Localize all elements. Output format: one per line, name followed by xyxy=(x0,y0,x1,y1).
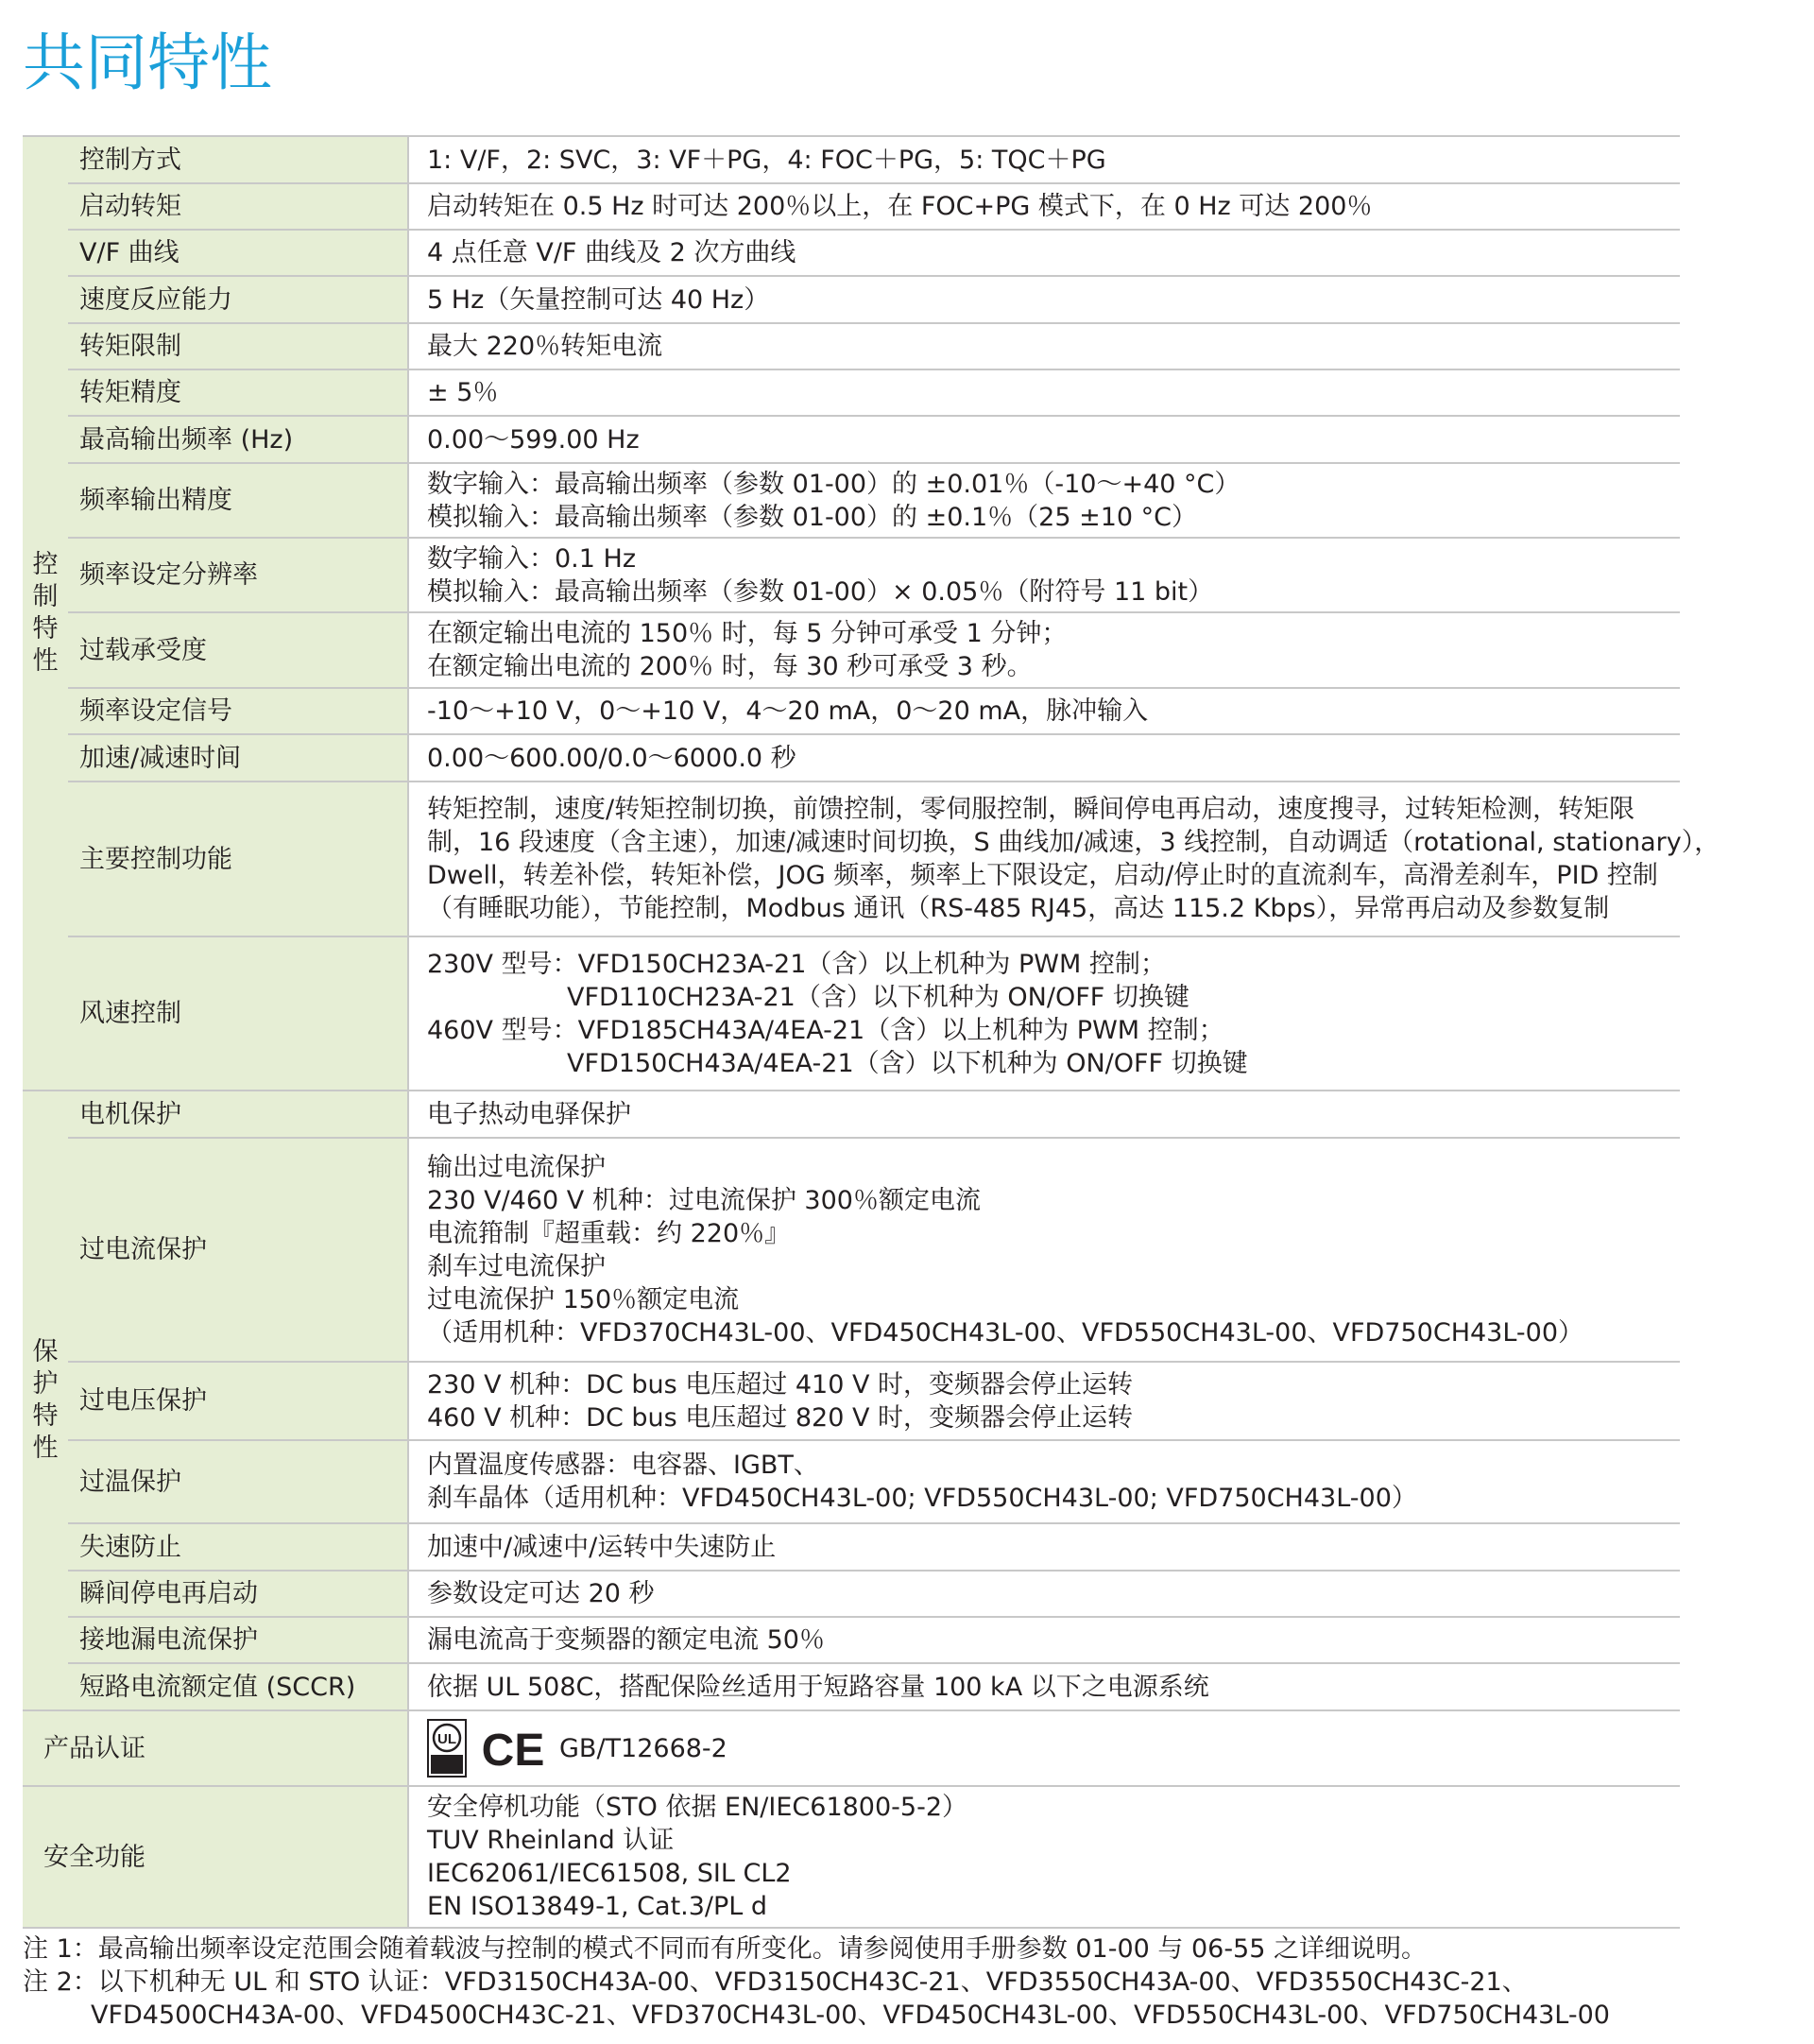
row-value: 启动转矩在 0.5 Hz 时可达 200％以上，在 FOC+PG 模式下，在 0 Hz 可达 200％ xyxy=(408,183,1680,230)
table-row xyxy=(23,1663,1680,1710)
row-value: 输出过电流保护 230 V/460 V 机种：过电流保护 300％额定电流 电流箝制『超重载：约 220％』 刹车过电流保护 过电流保护 150％额定电流 （适用机种：VFD370CH43L-00、VFD450CH43L-00、VFD550CH43L-00、VFD750CH43L-00） xyxy=(408,1138,1680,1362)
table-row xyxy=(23,1138,1680,1362)
row-label: 转矩精度 xyxy=(68,369,408,416)
ul-mark-icon xyxy=(427,1719,467,1778)
safety-label: 安全功能 xyxy=(23,1786,408,1928)
table-row xyxy=(23,416,1680,463)
row-value: 230 V 机种：DC bus 电压超过 410 V 时，变频器会停止运转 460 V 机种：DC bus 电压超过 820 V 时，变频器会停止运转 xyxy=(408,1362,1680,1440)
row-label: 频率设定分辨率 xyxy=(68,538,408,612)
row-label: 过温保护 xyxy=(68,1440,408,1523)
table-row xyxy=(23,936,1680,1091)
certification-value xyxy=(408,1710,1680,1786)
row-label: 最高输出频率 (Hz) xyxy=(68,416,408,463)
footnote-2-continued: VFD4500CH43A-00、VFD4500CH43C-21、VFD370CH43L-00、VFD450CH43L-00、VFD550CH43L-00、VFD750CH43L-00 xyxy=(91,2001,1610,2030)
row-value: -10～+10 V，0～+10 V，4～20 mA，0～20 mA，脉冲输入 xyxy=(408,688,1680,734)
row-label: 风速控制 xyxy=(68,936,408,1091)
table-row xyxy=(23,369,1680,416)
row-label: 过电流保护 xyxy=(68,1138,408,1362)
table-row xyxy=(23,538,1680,612)
row-label: 瞬间停电再启动 xyxy=(68,1571,408,1617)
row-value: ± 5％ xyxy=(408,369,1680,416)
table-row xyxy=(23,230,1680,276)
table-row xyxy=(23,1091,1680,1138)
row-label: 接地漏电流保护 xyxy=(68,1617,408,1663)
page-title: 共同特性 xyxy=(23,26,272,99)
table-row xyxy=(23,1617,1680,1663)
row-label: 转矩限制 xyxy=(68,323,408,369)
row-label: 主要控制功能 xyxy=(68,782,408,936)
footnotes xyxy=(23,1932,1780,2032)
certification-text: GB/T12668-2 xyxy=(559,1733,727,1763)
table-row xyxy=(23,734,1680,782)
row-label: 控制方式 xyxy=(68,136,408,183)
row-value: 1: V/F，2: SVC，3: VF＋PG，4: FOC＋PG，5: TQC＋PG xyxy=(408,136,1680,183)
group-label-control: 控制特性 xyxy=(23,136,68,1091)
table-row xyxy=(23,1523,1680,1571)
ce-mark-icon xyxy=(480,1726,546,1770)
row-value: 数字输入：0.1 Hz 模拟输入：最高输出频率（参数 01-00）× 0.05％（附符号 11 bit） xyxy=(408,538,1680,612)
row-label: 过电压保护 xyxy=(68,1362,408,1440)
footnote-2: 注 2：以下机种无 UL 和 STO 认证：VFD3150CH43A-00、VFD3150CH43C-21、VFD3550CH43A-00、VFD3550CH43C-21、 xyxy=(23,1967,1528,1997)
row-label: 频率设定信号 xyxy=(68,688,408,734)
table-row xyxy=(23,1362,1680,1440)
table-row xyxy=(23,183,1680,230)
row-label: V/F 曲线 xyxy=(68,230,408,276)
row-value: 数字输入：最高输出频率（参数 01-00）的 ±0.01％（-10～+40 °C） 模拟输入：最高输出频率（参数 01-00）的 ±0.1％（25 ±10 °C） xyxy=(408,463,1680,538)
ul-mark-text: UL xyxy=(437,1731,456,1747)
table-row xyxy=(23,1710,1680,1786)
group-label-protection: 保护特性 xyxy=(23,1091,68,1710)
row-label: 速度反应能力 xyxy=(68,276,408,323)
row-value: 0.00～600.00/0.0～6000.0 秒 xyxy=(408,734,1680,782)
row-label: 启动转矩 xyxy=(68,183,408,230)
table-row xyxy=(23,323,1680,369)
safety-value: 安全停机功能（STO 依据 EN/IEC61800-5-2） TUV Rheinland 认证 IEC62061/IEC61508, SIL CL2 EN ISO13849-1, Cat.3/PL d xyxy=(408,1786,1680,1928)
footnote-1: 注 1：最高输出频率设定范围会随着载波与控制的模式不同而有所变化。请参阅使用手册参数 01-00 与 06-55 之详细说明。 xyxy=(23,1934,1427,1964)
row-label: 频率输出精度 xyxy=(68,463,408,538)
row-value: 4 点任意 V/F 曲线及 2 次方曲线 xyxy=(408,230,1680,276)
row-label: 电机保护 xyxy=(68,1091,408,1138)
row-value: 加速中/减速中/运转中失速防止 xyxy=(408,1523,1680,1571)
row-value: 参数设定可达 20 秒 xyxy=(408,1571,1680,1617)
row-label: 短路电流额定值 (SCCR) xyxy=(68,1663,408,1710)
row-value: 230V 型号：VFD150CH23A-21（含）以上机种为 PWM 控制； VFD110CH23A-21（含）以下机种为 ON/OFF 切换键 460V 型号：VFD185CH43A/4EA-21（含）以上机种为 PWM 控制； VFD150CH43A/4EA-21（含）以下机种为 ON/OFF 切换键 xyxy=(408,936,1680,1091)
table-row xyxy=(23,1571,1680,1617)
row-value: 在额定输出电流的 150％ 时，每 5 分钟可承受 1 分钟； 在额定输出电流的 200％ 时，每 30 秒可承受 3 秒。 xyxy=(408,612,1680,688)
table-row xyxy=(23,612,1680,688)
table-row xyxy=(23,1786,1680,1928)
row-label: 过载承受度 xyxy=(68,612,408,688)
certification-label: 产品认证 xyxy=(23,1710,408,1786)
row-value: 0.00～599.00 Hz xyxy=(408,416,1680,463)
ce-mark-text: CE xyxy=(481,1726,545,1770)
row-value: 漏电流高于变频器的额定电流 50％ xyxy=(408,1617,1680,1663)
row-value: 内置温度传感器：电容器、IGBT、 刹车晶体（适用机种：VFD450CH43L-00; VFD550CH43L-00; VFD750CH43L-00） xyxy=(408,1440,1680,1523)
row-label: 失速防止 xyxy=(68,1523,408,1571)
table-row xyxy=(23,276,1680,323)
table-row xyxy=(23,463,1680,538)
row-value: 5 Hz（矢量控制可达 40 Hz） xyxy=(408,276,1680,323)
table-row xyxy=(23,136,1680,183)
row-value: 电子热动电驿保护 xyxy=(408,1091,1680,1138)
row-value: 转矩控制，速度/转矩控制切换，前馈控制，零伺服控制，瞬间停电再启动，速度搜寻，过转矩检测，转矩限 制，16 段速度（含主速），加速/减速时间切换，S 曲线加/减速，3 线控制，自动调适（rotational, stationary）， Dwell，转差补偿，转矩补偿，JOG 频率，频率上下限设定，启动/停止时的直流刹车，高滑差刹车，PID 控制 （有睡眠功能），节能控制，Modbus 通讯（RS-485 RJ45，高达 115.2 Kbps），异常再启动及参数复制 xyxy=(408,782,1680,936)
table-row xyxy=(23,782,1680,936)
table-row xyxy=(23,688,1680,734)
spec-table xyxy=(23,135,1720,1929)
row-value: 最大 220％转矩电流 xyxy=(408,323,1680,369)
row-value: 依据 UL 508C，搭配保险丝适用于短路容量 100 kA 以下之电源系统 xyxy=(408,1663,1680,1710)
row-label: 加速/减速时间 xyxy=(68,734,408,782)
table-row xyxy=(23,1440,1680,1523)
